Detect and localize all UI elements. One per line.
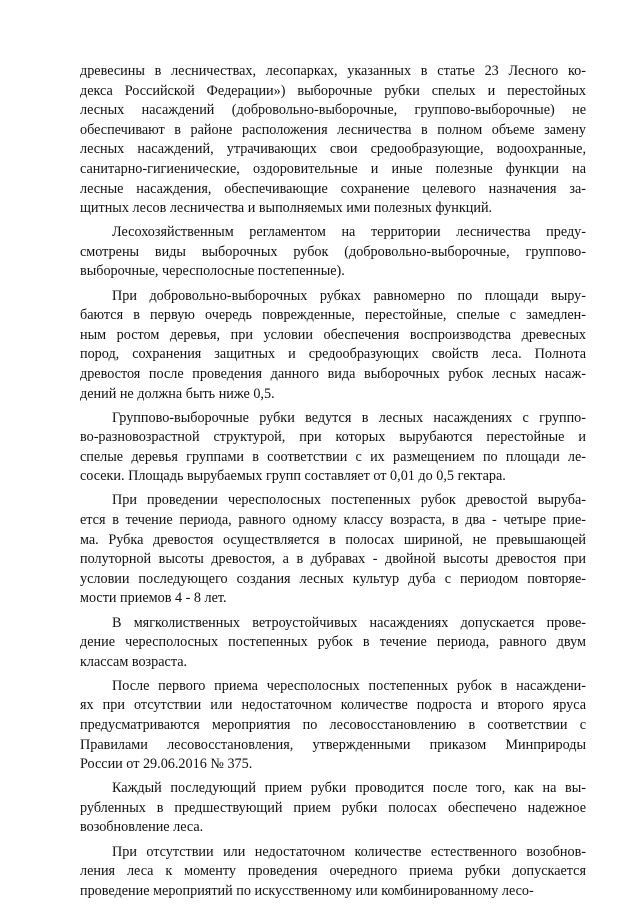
- text-line: во-разновозрастной структурой, при которых вырубаются перестойные и: [80, 429, 586, 446]
- text-line: декса Российской Федерации») выборочные рубки спелых и перестойных: [80, 82, 586, 99]
- text-line: классам возраста.: [80, 653, 188, 670]
- paragraph: [80, 614, 586, 673]
- text-line: ным ростом деревья, при условии обеспечения воспроизводства древесных: [80, 326, 586, 343]
- text-line: щитных лесов лесничества и выполняемых ими полезных функций.: [80, 200, 493, 217]
- text-line: полуторной высоты древостоя, а в дубравах - двойной высоты древостоя при: [80, 551, 586, 568]
- paragraph: [80, 779, 586, 838]
- text-line: баются в первую очередь поврежденные, перестойные, спелые с замедлен-: [80, 307, 586, 324]
- paragraph: [80, 677, 586, 775]
- text-line: ма. Рубка древостоя осуществляется в полосах шириной, не превышающей: [80, 531, 586, 548]
- text-line: При добровольно-выборочных рубках равномерно по площади выру-: [112, 287, 586, 304]
- text-line: сосеки. Площадь вырубаемых групп составляет от 0,01 до 0,5 гектара.: [80, 468, 506, 485]
- text-line: лесных насаждений, утрачивающих свои средообразующие, водоохранные,: [80, 141, 586, 158]
- document-body: [80, 62, 586, 901]
- text-line: ления леса к моменту проведения очередного приема рубки допускается: [80, 863, 586, 880]
- paragraph: [80, 409, 586, 487]
- text-line: После первого приема чересполосных постепенных рубок в насаждени-: [112, 677, 586, 694]
- text-line: При проведении чересполосных постепенных рубок древостой выруба-: [112, 492, 586, 509]
- text-line: спелые деревья группами в соответствии с их размещением по площади ле-: [80, 448, 586, 465]
- text-line: пород, сохранения защитных и средообразующих свойств леса. Полнота: [80, 346, 586, 363]
- text-line: лесных насаждений (добровольно-выборочные, группово-выборочные) не: [80, 102, 586, 119]
- text-line: древесины в лесничествах, лесопарках, указанных в статье 23 Лесного ко-: [80, 63, 586, 79]
- text-line: России от 29.06.2016 № 375.: [80, 756, 253, 773]
- text-line: Каждый последующий прием рубки проводится после того, как на вы-: [112, 780, 586, 797]
- text-line: дений не должна быть ниже 0,5.: [80, 385, 275, 402]
- text-line: рубленных в предшествующий прием рубки полосах обеспечено надежное: [80, 799, 586, 816]
- text-line: При отсутствии или недостаточном количестве естественного возобнов-: [112, 843, 586, 860]
- paragraph: [80, 287, 586, 405]
- text-line: условии последующего создания лесных культур дуба с периодом повторяе-: [80, 570, 586, 587]
- text-line: санитарно-гигиенические, оздоровительные и иные полезные функции на: [80, 160, 586, 177]
- text-line: Группово-выборочные рубки ведутся в лесных насаждениях с группо-: [112, 409, 586, 426]
- text-line: Лесохозяйственным регламентом на территории лесничества преду-: [112, 224, 586, 241]
- text-line: В мягколиственных ветроустойчивых насаждениях допускается прове-: [112, 614, 586, 631]
- text-line: возобновление леса.: [80, 819, 204, 836]
- text-line: проведение мероприятий по искусственному или комбинированному лесо-: [80, 882, 534, 899]
- text-line: обеспечивают в районе расположения лесничества в полном объеме замену: [80, 121, 586, 138]
- text-line: мости приемов 4 - 8 лет.: [80, 590, 227, 607]
- text-line: дение чересполосных постепенных рубок в течение периода, равного двум: [80, 634, 586, 651]
- text-line: предусматриваются мероприятия по лесовосстановлению в соответствии с: [80, 717, 586, 733]
- text-line: ях при отсутствии или недостаточном количестве подроста и второго яруса: [80, 697, 586, 714]
- text-line: ется в течение периода, равного одному классу возраста, в два - четыре прие-: [80, 512, 586, 529]
- text-line: Правилами лесовосстановления, утвержденными приказом Минприроды: [80, 736, 586, 753]
- text-line: лесные насаждения, обеспечивающие сохранение целевого назначения за-: [80, 180, 586, 197]
- paragraph: [80, 223, 586, 282]
- text-line: древостоя после проведения данного вида выборочных рубок лесных насаж-: [80, 365, 586, 382]
- paragraph: [80, 491, 586, 609]
- paragraph: [80, 62, 586, 219]
- text-line: выборочные, чересполосные постепенные).: [80, 263, 345, 280]
- text-line: смотрены виды выборочных рубок (добровольно-выборочные, группово-: [80, 243, 586, 260]
- paragraph: [80, 843, 586, 902]
